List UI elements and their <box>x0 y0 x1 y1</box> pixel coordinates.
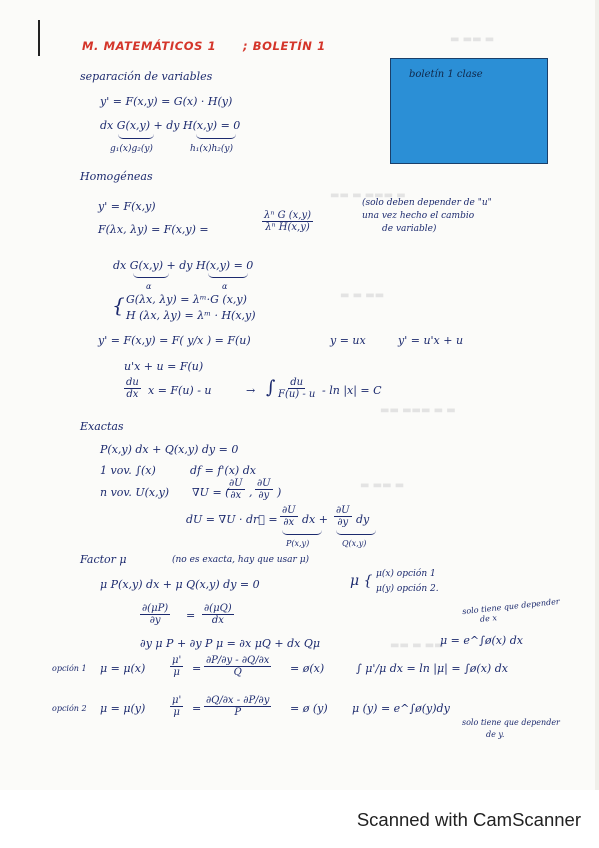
fraction: $\frac{\partial(\mu Q)}{dx}$ <box>204 603 232 626</box>
equation-annotation: Q(x,y) <box>342 539 367 548</box>
fraction: $\frac{\partial U}{\partial x}$ <box>282 505 296 528</box>
integral-sign: ∫ <box>266 377 276 398</box>
side-note: de x <box>479 613 498 624</box>
side-note: (no es exacta, hay que usar μ) <box>172 555 310 565</box>
equation-annotation: P(x,y) <box>286 539 310 548</box>
section-heading-exactas: Exactas <box>80 420 124 433</box>
fraction: $\frac{du}{dx}$ <box>126 377 139 400</box>
equation: dx + <box>302 513 328 526</box>
notebook-page: ▬ ▬▬ ▬ ▬▬ ▬ ▬▬▬ ▬ ▬ ▬ ▬▬ ▬▬ ▬▬▬ ▬ ▬ ▬ ▬▬ ▬ ▬▬ ▬ ▬▬ M. MATEMÁTICOS 1 ; BOLETÍN 1 boletín 1 clase separación de variables y' = F(x,y) = G(x) · H(y) dx G(x,y) + dy H(x,y) = 0 g₁(x)g₂(y) h₁(x)h₂(y) Homogéneas y' = F(x,y) F(λx, λy) = F(x,y) = $\frac{\text{λⁿ G (x,y)}}{\text{λⁿ H(x,y)}}$ (solo deben depender de "u" una vez hecho el cambio de variable) dx G(x,y) + dy H(x,y) = 0 α α { G(λx, λy) = λᵐ·G (x,y) H (λx, λy) = λᵐ · H(x,y) y' = F(x,y) = F( y/x ) = F(u) y = ux y' = u'x + u u'x + u = F(u) $\frac{du}{dx}$ x = F(u) - u → ∫ $\frac{du}{F(u) - u}$ - ln |x| = C Exactas P(x,y) dx + Q(x,y) dy = 0 1 vov. ∫(x) df = f'(x) dx n vov. U(x,y) ∇U = ( $\frac{\partial U}{\partial x}$ , $\frac{\partial U}{\partial y}$ ) dU = ∇U · dr⃗ = $\frac{\partial U}{\partial x}$ dx + $\frac{\partial U}{\partial y}$ dy P(x,y) Q(x,y) Factor μ (no es exacta, hay que usar μ) μ P(x,y) dx + μ Q(x,y) dy = 0 μ { μ(x) opción 1 μ(y) opción 2. $\frac{\partial(\mu P)}{\partial y}$ = $\frac{\partial(\mu Q)}{dx}$ solo tiene que depender de x ∂y μ P + ∂y P μ = ∂x μQ + dx Qμ μ = e^∫ø(x) dx opción 1 μ = μ(x) $\frac{\mu'}{\mu}$ = $\frac{\partial P/\partial y - \partial Q/\partial x}{Q}$ = ø(x) ∫ μ'/μ dx = ln |μ| = ∫ø(x) dx opción 2 μ = μ(y) $\frac{\mu'}{\mu}$ = $\frac{\partial Q/\partial x - \partial P/\partial y}{P}$ = ø (y) μ (y) = e^∫ø(y)dy solo tiene que depender de y. <box>0 0 599 790</box>
scanner-watermark: Scanned with CamScanner <box>356 809 581 830</box>
option-line: μ(x) opción 1 <box>376 569 436 579</box>
equation-annotation: α <box>222 282 228 291</box>
equation: μ (y) = e^∫ø(y)dy <box>352 702 450 715</box>
equation: y' = F(x,y) = G(x) · H(y) <box>100 95 233 108</box>
section-heading-factor: Factor μ <box>80 553 127 566</box>
equation: dU = ∇U · dr⃗ = <box>186 513 278 526</box>
side-note: de y. <box>486 730 505 739</box>
bleed-through-mark: ▬▬ ▬ ▬▬▬ ▬ <box>330 190 406 201</box>
notes-subtitle: ; BOLETÍN 1 <box>243 39 326 53</box>
fraction: $\frac{\mu'}{\mu}$ <box>172 695 182 718</box>
page-edge <box>595 0 599 790</box>
option-label: opción 1 <box>52 664 87 673</box>
equation: = ø(x) <box>290 662 325 675</box>
side-note: solo tiene que depender <box>462 718 560 727</box>
equation: - ln |x| = C <box>322 384 382 397</box>
side-note: solo tiene que depender <box>461 596 561 617</box>
equation: H (λx, λy) = λᵐ · H(x,y) <box>126 309 256 322</box>
equation-annotation: α <box>146 282 152 291</box>
fraction: $\frac{\partial Q/\partial x - \partial P/\partial y}{P}$ <box>206 695 270 718</box>
equation: y' = u'x + u <box>398 334 464 347</box>
equation: y' = F(x,y) = F( y/x ) = F(u) <box>98 334 251 347</box>
left-brace: μ { <box>350 573 373 589</box>
margin-mark <box>38 20 40 56</box>
underbrace <box>196 134 236 139</box>
fraction: $\frac{\partial U}{\partial x}$ <box>229 478 243 501</box>
fraction: $\frac{\partial P/\partial y - \partial Q/\partial x}{Q}$ <box>206 655 270 678</box>
option-line: μ(y) opción 2. <box>376 584 439 594</box>
fraction: $\frac{du}{F(u) - u}$ <box>278 377 316 400</box>
bleed-through-mark: ▬▬ ▬ ▬▬ <box>390 640 444 651</box>
side-note: (solo deben depender de "u" <box>362 198 492 208</box>
bleed-through-mark: ▬ ▬ ▬▬ <box>340 290 385 301</box>
underbrace <box>118 134 154 139</box>
equation: μ = μ(x) <box>100 662 146 675</box>
arrow-icon: → <box>246 384 256 397</box>
bleed-through-mark: ▬ ▬▬ ▬ <box>450 34 495 45</box>
scanner-footer <box>0 790 599 848</box>
equation: dx G(x,y) + dy H(x,y) = 0 <box>100 119 241 132</box>
fraction: $\frac{\text{λⁿ G (x,y)}}{\text{λⁿ H(x,y)}}$ <box>264 210 312 233</box>
equation: ∫ μ'/μ dx = ln |μ| = ∫ø(x) dx <box>356 662 508 675</box>
equation: n vov. U(x,y) <box>100 486 170 499</box>
equation: μ = μ(y) <box>100 702 146 715</box>
equation: G(λx, λy) = λᵐ·G (x,y) <box>126 293 247 306</box>
section-heading-separacion: separación de variables <box>80 70 213 83</box>
fraction: $\frac{\partial U}{\partial y}$ <box>257 478 271 501</box>
underbrace <box>208 273 248 278</box>
blue-sticker-box <box>390 58 548 164</box>
equation: u'x + u = F(u) <box>124 360 204 373</box>
equation: = <box>186 609 196 622</box>
fraction: $\frac{\partial U}{\partial y}$ <box>336 505 350 528</box>
equation-annotation: h₁(x)h₂(y) <box>190 144 234 154</box>
bleed-through-mark: ▬▬ ▬▬▬ ▬ ▬ <box>380 405 456 416</box>
underbrace <box>282 530 322 535</box>
equation: ) <box>277 486 282 499</box>
equation-annotation: g₁(x)g₂(y) <box>110 144 153 154</box>
equation: P(x,y) dx + Q(x,y) dy = 0 <box>100 443 239 456</box>
equation: μ P(x,y) dx + μ Q(x,y) dy = 0 <box>100 578 260 591</box>
equation: ∇U = ( <box>192 486 230 499</box>
equation: x = F(u) - u <box>148 384 212 397</box>
equation: dx G(x,y) + dy H(x,y) = 0 <box>113 259 254 272</box>
section-heading-homogeneas: Homogéneas <box>80 170 153 183</box>
box-label: boletín 1 clase <box>409 69 483 80</box>
option-label: opción 2 <box>52 704 87 713</box>
bleed-through-mark: ▬ ▬▬ ▬ <box>360 480 405 491</box>
equation: = ø (y) <box>290 702 328 715</box>
equation: y = ux <box>330 334 366 347</box>
notes-title: M. MATEMÁTICOS 1 <box>82 39 217 53</box>
underbrace <box>336 530 376 535</box>
equation: 1 vov. ∫(x) <box>100 464 156 477</box>
equation: ∂y μ P + ∂y P μ = ∂x μQ + dx Qμ <box>140 637 320 650</box>
fraction: $\frac{\partial(\mu P)}{\partial y}$ <box>142 603 169 626</box>
equation: df = f'(x) dx <box>190 464 256 477</box>
side-note: una vez hecho el cambio <box>362 211 475 221</box>
equation: μ = e^∫ø(x) dx <box>440 634 523 647</box>
left-brace: { <box>112 293 125 317</box>
underbrace <box>133 273 169 278</box>
side-note: de variable) <box>382 224 437 234</box>
equation: F(λx, λy) = F(x,y) = <box>98 223 209 236</box>
equation: y' = F(x,y) <box>98 200 156 213</box>
fraction: $\frac{\mu'}{\mu}$ <box>172 655 182 678</box>
equation: dy <box>356 513 370 526</box>
